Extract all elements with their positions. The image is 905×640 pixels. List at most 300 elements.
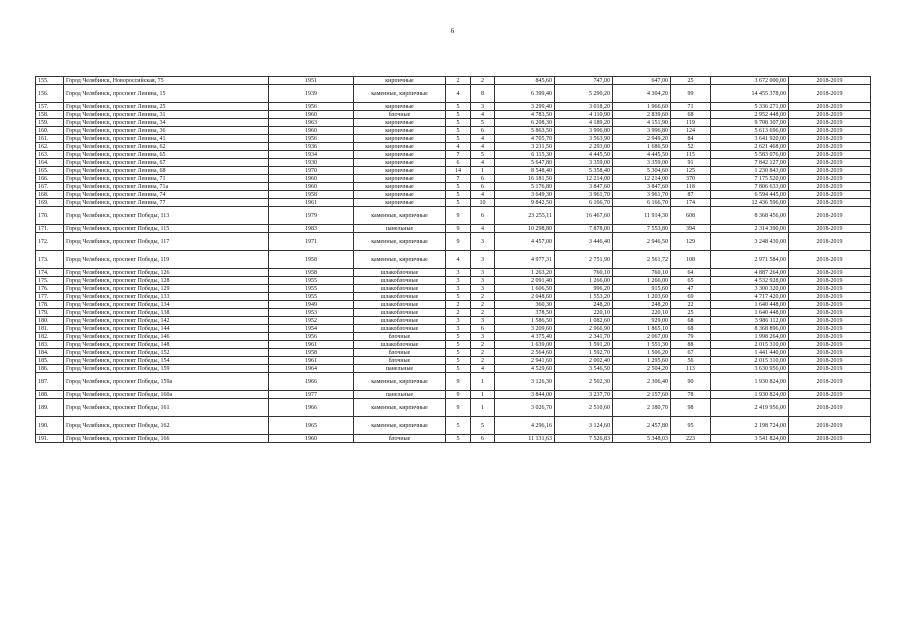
wall-material-cell: каменные, кирпичные: [354, 417, 446, 435]
row-number-cell: 188.: [36, 391, 64, 399]
repair-cost-cell: 3 300 320,00: [711, 285, 789, 293]
table-row: [36, 357, 871, 365]
repair-cost-cell: 5 583 076,00: [711, 151, 789, 159]
wall-material-cell: панельные: [354, 391, 446, 399]
owned-area-cell: 1 506,20: [613, 349, 671, 357]
table-row: [36, 191, 871, 199]
entrances-cell: 2: [471, 357, 495, 365]
table-row: [36, 207, 871, 225]
repair-cost-cell: 3 630 956,00: [711, 365, 789, 373]
owned-area-cell: 3 359,00: [613, 159, 671, 167]
residents-cell: 78: [671, 391, 711, 399]
repair-period-cell: 2018-2019: [789, 373, 871, 391]
total-area-cell: 3 026,70: [495, 399, 555, 417]
residential-area-cell: 747,00: [555, 77, 613, 85]
floors-cell: 5: [446, 365, 471, 373]
table-row: [36, 317, 871, 325]
total-area-cell: 6 399,40: [495, 85, 555, 103]
table-row: [36, 365, 871, 373]
address-cell: Город Челябинск, проспект Победы, 117: [64, 233, 269, 251]
table-row: [36, 373, 871, 391]
build-year-cell: 1960: [269, 183, 354, 191]
table-row: [36, 333, 871, 341]
residential-area-cell: 3 446,40: [555, 233, 613, 251]
row-number-cell: 163.: [36, 151, 64, 159]
address-cell: Город Челябинск, проспект Ленина, 62: [64, 143, 269, 151]
build-year-cell: 1952: [269, 317, 354, 325]
floors-cell: 5: [446, 183, 471, 191]
row-number-cell: 159.: [36, 119, 64, 127]
address-cell: Город Челябинск, проспект Ленина, 71: [64, 175, 269, 183]
address-cell: Город Челябинск, проспект Победы, 146: [64, 333, 269, 341]
repair-period-cell: 2018-2019: [789, 77, 871, 85]
entrances-cell: 2: [471, 77, 495, 85]
floors-cell: 5: [446, 119, 471, 127]
repair-cost-cell: 2 419 956,00: [711, 399, 789, 417]
repair-cost-cell: 4 887 264,00: [711, 269, 789, 277]
build-year-cell: 1956: [269, 333, 354, 341]
table-row: [36, 175, 871, 183]
repair-period-cell: 2018-2019: [789, 435, 871, 443]
row-number-cell: 161.: [36, 135, 64, 143]
entrances-cell: 1: [471, 167, 495, 175]
residents-cell: 25: [671, 309, 711, 317]
row-number-cell: 164.: [36, 159, 64, 167]
wall-material-cell: кирпичные: [354, 199, 446, 207]
entrances-cell: 2: [471, 301, 495, 309]
wall-material-cell: каменные, кирпичные: [354, 85, 446, 103]
residents-cell: 125: [671, 167, 711, 175]
address-cell: Город Челябинск, проспект Победы, 119: [64, 251, 269, 269]
owned-area-cell: 248,20: [613, 301, 671, 309]
total-area-cell: 3 844,00: [495, 391, 555, 399]
build-year-cell: 1960: [269, 435, 354, 443]
total-area-cell: 2 941,60: [495, 357, 555, 365]
wall-material-cell: шлакоблочные: [354, 285, 446, 293]
build-year-cell: 1955: [269, 277, 354, 285]
table-row: [36, 269, 871, 277]
build-year-cell: 1955: [269, 293, 354, 301]
table-row: [36, 435, 871, 443]
address-cell: Город Челябинск, проспект Победы, 133: [64, 293, 269, 301]
floors-cell: 5: [446, 199, 471, 207]
repair-period-cell: 2018-2019: [789, 225, 871, 233]
total-area-cell: 4 783,50: [495, 111, 555, 119]
total-area-cell: 4 375,40: [495, 333, 555, 341]
row-number-cell: 179.: [36, 309, 64, 317]
residents-cell: 115: [671, 151, 711, 159]
repair-cost-cell: 1 930 824,00: [711, 373, 789, 391]
repair-cost-cell: 4 532 928,00: [711, 277, 789, 285]
owned-area-cell: 6 166,70: [613, 199, 671, 207]
total-area-cell: 845,60: [495, 77, 555, 85]
repair-cost-cell: 6 594 445,00: [711, 191, 789, 199]
row-number-cell: 178.: [36, 301, 64, 309]
residential-area-cell: 3 018,20: [555, 103, 613, 111]
total-area-cell: 4 705,70: [495, 135, 555, 143]
owned-area-cell: 2 067,00: [613, 333, 671, 341]
entrances-cell: 2: [471, 341, 495, 349]
row-number-cell: 177.: [36, 293, 64, 301]
repair-period-cell: 2018-2019: [789, 119, 871, 127]
entrances-cell: 1: [471, 399, 495, 417]
residents-cell: 394: [671, 225, 711, 233]
repair-cost-cell: 7 842 127,00: [711, 159, 789, 167]
residents-cell: 68: [671, 317, 711, 325]
repair-cost-cell: 1 230 843,00: [711, 167, 789, 175]
address-cell: Город Челябинск, проспект Ленина, 15: [64, 85, 269, 103]
repair-cost-cell: 14 455 378,00: [711, 85, 789, 103]
floors-cell: 5: [446, 103, 471, 111]
repair-cost-cell: 4 717 420,00: [711, 293, 789, 301]
residential-area-cell: 1 082,60: [555, 317, 613, 325]
entrances-cell: 2: [471, 309, 495, 317]
floors-cell: 7: [446, 151, 471, 159]
repair-period-cell: 2018-2019: [789, 135, 871, 143]
repair-cost-cell: 8 368 896,00: [711, 325, 789, 333]
entrances-cell: 3: [471, 285, 495, 293]
residents-cell: 119: [671, 119, 711, 127]
repair-cost-cell: 1 640 448,00: [711, 301, 789, 309]
floors-cell: 9: [446, 399, 471, 417]
owned-area-cell: 5 304,60: [613, 167, 671, 175]
repair-cost-cell: 9 708 307,00: [711, 119, 789, 127]
build-year-cell: 1960: [269, 175, 354, 183]
address-cell: Город Челябинск, проспект Победы, 154: [64, 357, 269, 365]
build-year-cell: 1983: [269, 225, 354, 233]
floors-cell: 5: [446, 349, 471, 357]
wall-material-cell: панельные: [354, 365, 446, 373]
total-area-cell: 6 208,30: [495, 119, 555, 127]
residents-cell: 68: [671, 325, 711, 333]
floors-cell: 3: [446, 285, 471, 293]
build-year-cell: 1949: [269, 301, 354, 309]
entrances-cell: 6: [471, 127, 495, 135]
row-number-cell: 183.: [36, 341, 64, 349]
total-area-cell: 16 181,50: [495, 175, 555, 183]
wall-material-cell: кирпичные: [354, 183, 446, 191]
table-row: [36, 309, 871, 317]
residents-cell: 84: [671, 135, 711, 143]
table-row: [36, 285, 871, 293]
address-cell: Город Челябинск, проспект Победы, 152: [64, 349, 269, 357]
residents-cell: 174: [671, 199, 711, 207]
owned-area-cell: 1 203,60: [613, 293, 671, 301]
address-cell: Город Челябинск, проспект Победы, 129: [64, 285, 269, 293]
repair-cost-cell: 2 015 310,00: [711, 341, 789, 349]
row-number-cell: 160.: [36, 127, 64, 135]
build-year-cell: 1955: [269, 285, 354, 293]
floors-cell: 9: [446, 207, 471, 225]
entrances-cell: 4: [471, 135, 495, 143]
repair-period-cell: 2018-2019: [789, 111, 871, 119]
residents-cell: 88: [671, 341, 711, 349]
owned-area-cell: 11 914,30: [613, 207, 671, 225]
residential-area-cell: 1 592,70: [555, 349, 613, 357]
address-cell: Город Челябинск, проспект Победы, 160а: [64, 391, 269, 399]
entrances-cell: 6: [471, 325, 495, 333]
repair-period-cell: 2018-2019: [789, 85, 871, 103]
wall-material-cell: кирпичные: [354, 77, 446, 85]
repair-cost-cell: 3 248 430,00: [711, 233, 789, 251]
table-row: [36, 251, 871, 269]
table-row: [36, 199, 871, 207]
total-area-cell: 3 211,50: [495, 143, 555, 151]
total-area-cell: 3 126,30: [495, 373, 555, 391]
wall-material-cell: каменные, кирпичные: [354, 373, 446, 391]
repair-period-cell: 2018-2019: [789, 293, 871, 301]
repair-cost-cell: 7 175 520,00: [711, 175, 789, 183]
entrances-cell: 6: [471, 175, 495, 183]
table-row: [36, 183, 871, 191]
residents-cell: 108: [671, 251, 711, 269]
row-number-cell: 162.: [36, 143, 64, 151]
row-number-cell: 175.: [36, 277, 64, 285]
residential-area-cell: 6 166,70: [555, 199, 613, 207]
entrances-cell: 1: [471, 373, 495, 391]
repair-period-cell: 2018-2019: [789, 317, 871, 325]
table-row: [36, 341, 871, 349]
table-row: [36, 127, 871, 135]
floors-cell: 3: [446, 325, 471, 333]
floors-cell: 3: [446, 317, 471, 325]
address-cell: Город Челябинск, проспект Победы, 142: [64, 317, 269, 325]
total-area-cell: 6 115,30: [495, 151, 555, 159]
wall-material-cell: кирпичные: [354, 127, 446, 135]
total-area-cell: 1 606,50: [495, 285, 555, 293]
residents-cell: 79: [671, 333, 711, 341]
floors-cell: 3: [446, 277, 471, 285]
repair-period-cell: 2018-2019: [789, 143, 871, 151]
residents-cell: 56: [671, 357, 711, 365]
address-cell: Город Челябинск, проспект Победы, 148: [64, 341, 269, 349]
wall-material-cell: шлакоблочные: [354, 317, 446, 325]
wall-material-cell: шлакоблочные: [354, 277, 446, 285]
floors-cell: 7: [446, 175, 471, 183]
total-area-cell: 4 296,16: [495, 417, 555, 435]
wall-material-cell: шлакоблочные: [354, 341, 446, 349]
build-year-cell: 1958: [269, 269, 354, 277]
wall-material-cell: каменные, кирпичные: [354, 251, 446, 269]
residents-cell: 98: [671, 399, 711, 417]
owned-area-cell: 3 996,80: [613, 127, 671, 135]
residential-area-cell: 3 961,70: [555, 191, 613, 199]
owned-area-cell: 2 180,70: [613, 399, 671, 417]
entrances-cell: 2: [471, 349, 495, 357]
wall-material-cell: блочные: [354, 357, 446, 365]
floors-cell: 5: [446, 357, 471, 365]
table-row: [36, 143, 871, 151]
residential-area-cell: 996,20: [555, 285, 613, 293]
owned-area-cell: 12 214,00: [613, 175, 671, 183]
row-number-cell: 165.: [36, 167, 64, 175]
residential-area-cell: 3 359,00: [555, 159, 613, 167]
build-year-cell: 1963: [269, 119, 354, 127]
total-area-cell: 2 048,60: [495, 293, 555, 301]
entrances-cell: 2: [471, 293, 495, 301]
row-number-cell: 169.: [36, 199, 64, 207]
table-row: [36, 277, 871, 285]
build-year-cell: 1971: [269, 233, 354, 251]
repair-cost-cell: 7 806 633,00: [711, 183, 789, 191]
total-area-cell: 360,30: [495, 301, 555, 309]
repair-period-cell: 2018-2019: [789, 199, 871, 207]
floors-cell: 14: [446, 167, 471, 175]
residential-area-cell: 2 510,60: [555, 399, 613, 417]
build-year-cell: 1970: [269, 167, 354, 175]
repair-cost-cell: 2 621 468,00: [711, 143, 789, 151]
row-number-cell: 185.: [36, 357, 64, 365]
owned-area-cell: 1 266,00: [613, 277, 671, 285]
repair-period-cell: 2018-2019: [789, 127, 871, 135]
owned-area-cell: 1 865,10: [613, 325, 671, 333]
row-number-cell: 158.: [36, 111, 64, 119]
entrances-cell: 3: [471, 233, 495, 251]
total-area-cell: 8 548,40: [495, 167, 555, 175]
build-year-cell: 1958: [269, 349, 354, 357]
row-number-cell: 184.: [36, 349, 64, 357]
residents-cell: 370: [671, 175, 711, 183]
table-row: [36, 135, 871, 143]
repair-cost-cell: 2 952 448,00: [711, 111, 789, 119]
address-cell: Город Челябинск, проспект Победы, 115: [64, 225, 269, 233]
address-cell: Город Челябинск, проспект Победы, 166: [64, 435, 269, 443]
row-number-cell: 182.: [36, 333, 64, 341]
repair-cost-cell: 5 336 271,00: [711, 103, 789, 111]
owned-area-cell: 4 151,90: [613, 119, 671, 127]
row-number-cell: 191.: [36, 435, 64, 443]
owned-area-cell: 2 457,80: [613, 417, 671, 435]
total-area-cell: 5 863,50: [495, 127, 555, 135]
page-number: 6: [450, 27, 455, 35]
floors-cell: 5: [446, 333, 471, 341]
residential-area-cell: 4 110,90: [555, 111, 613, 119]
residential-area-cell: 3 237,70: [555, 391, 613, 399]
total-area-cell: 9 842,50: [495, 199, 555, 207]
address-cell: Город Челябинск, проспект Победы, 144: [64, 325, 269, 333]
residential-area-cell: 3 996,80: [555, 127, 613, 135]
wall-material-cell: кирпичные: [354, 167, 446, 175]
entrances-cell: 6: [471, 435, 495, 443]
owned-area-cell: 2 949,20: [613, 135, 671, 143]
total-area-cell: 5 176,80: [495, 183, 555, 191]
residents-cell: 608: [671, 207, 711, 225]
entrances-cell: 1: [471, 391, 495, 399]
row-number-cell: 176.: [36, 285, 64, 293]
table-row: [36, 77, 871, 85]
total-area-cell: 1 586,50: [495, 317, 555, 325]
repair-period-cell: 2018-2019: [789, 349, 871, 357]
floors-cell: 9: [446, 391, 471, 399]
entrances-cell: 3: [471, 317, 495, 325]
repair-cost-cell: 2 198 724,00: [711, 417, 789, 435]
residential-area-cell: 16 467,60: [555, 207, 613, 225]
residential-area-cell: 1 553,20: [555, 293, 613, 301]
entrances-cell: 3: [471, 277, 495, 285]
repair-cost-cell: 1 998 264,00: [711, 333, 789, 341]
repair-period-cell: 2018-2019: [789, 417, 871, 435]
entrances-cell: 3: [471, 269, 495, 277]
wall-material-cell: шлакоблочные: [354, 293, 446, 301]
floors-cell: 2: [446, 309, 471, 317]
build-year-cell: 1958: [269, 251, 354, 269]
total-area-cell: 23 255,11: [495, 207, 555, 225]
floors-cell: 5: [446, 435, 471, 443]
repair-cost-cell: 1 441 440,00: [711, 349, 789, 357]
owned-area-cell: 1 295,60: [613, 357, 671, 365]
address-cell: Город Челябинск, проспект Победы, 126: [64, 269, 269, 277]
total-area-cell: 1 263,20: [495, 269, 555, 277]
wall-material-cell: блочные: [354, 435, 446, 443]
owned-area-cell: 915,60: [613, 285, 671, 293]
build-year-cell: 1979: [269, 207, 354, 225]
residents-cell: 25: [671, 77, 711, 85]
residents-cell: 87: [671, 191, 711, 199]
repair-cost-cell: 12 436 596,00: [711, 199, 789, 207]
residential-area-cell: 248,20: [555, 301, 613, 309]
owned-area-cell: 3 961,70: [613, 191, 671, 199]
wall-material-cell: кирпичные: [354, 135, 446, 143]
entrances-cell: 4: [471, 191, 495, 199]
repair-cost-cell: 1 640 448,00: [711, 309, 789, 317]
floors-cell: 4: [446, 251, 471, 269]
residential-area-cell: 4 445,50: [555, 151, 613, 159]
floors-cell: 5: [446, 417, 471, 435]
repair-period-cell: 2018-2019: [789, 333, 871, 341]
build-year-cell: 1964: [269, 365, 354, 373]
build-year-cell: 1965: [269, 417, 354, 435]
residential-area-cell: 3 546,50: [555, 365, 613, 373]
table-row: [36, 167, 871, 175]
table-row: [36, 417, 871, 435]
residents-cell: 64: [671, 269, 711, 277]
wall-material-cell: кирпичные: [354, 191, 446, 199]
entrances-cell: 6: [471, 183, 495, 191]
total-area-cell: 2 091,40: [495, 277, 555, 285]
residents-cell: 124: [671, 127, 711, 135]
total-area-cell: 2 564,60: [495, 349, 555, 357]
floors-cell: 2: [446, 301, 471, 309]
residential-area-cell: 2 002,40: [555, 357, 613, 365]
wall-material-cell: кирпичные: [354, 119, 446, 127]
build-year-cell: 1960: [269, 127, 354, 135]
repair-period-cell: 2018-2019: [789, 325, 871, 333]
residents-cell: 65: [671, 277, 711, 285]
build-year-cell: 1966: [269, 399, 354, 417]
entrances-cell: 10: [471, 199, 495, 207]
address-cell: Город Челябинск, проспект Победы, 113: [64, 207, 269, 225]
owned-area-cell: 929,00: [613, 317, 671, 325]
repair-period-cell: 2018-2019: [789, 341, 871, 349]
table-row: [36, 85, 871, 103]
entrances-cell: 5: [471, 119, 495, 127]
address-cell: Город Челябинск, проспект Ленина, 36: [64, 127, 269, 135]
address-cell: Город Челябинск, проспект Победы, 161: [64, 399, 269, 417]
residents-cell: 22: [671, 301, 711, 309]
build-year-cell: 1934: [269, 151, 354, 159]
wall-material-cell: каменные, кирпичные: [354, 399, 446, 417]
residential-area-cell: 5 358,40: [555, 167, 613, 175]
repair-period-cell: 2018-2019: [789, 399, 871, 417]
address-cell: Город Челябинск, проспект Ленина, 31: [64, 111, 269, 119]
wall-material-cell: кирпичные: [354, 151, 446, 159]
table-row: [36, 293, 871, 301]
repair-period-cell: 2018-2019: [789, 191, 871, 199]
residential-area-cell: 2 966,90: [555, 325, 613, 333]
repair-cost-cell: 2 971 584,00: [711, 251, 789, 269]
repair-period-cell: 2018-2019: [789, 103, 871, 111]
residential-area-cell: 2 751,90: [555, 251, 613, 269]
